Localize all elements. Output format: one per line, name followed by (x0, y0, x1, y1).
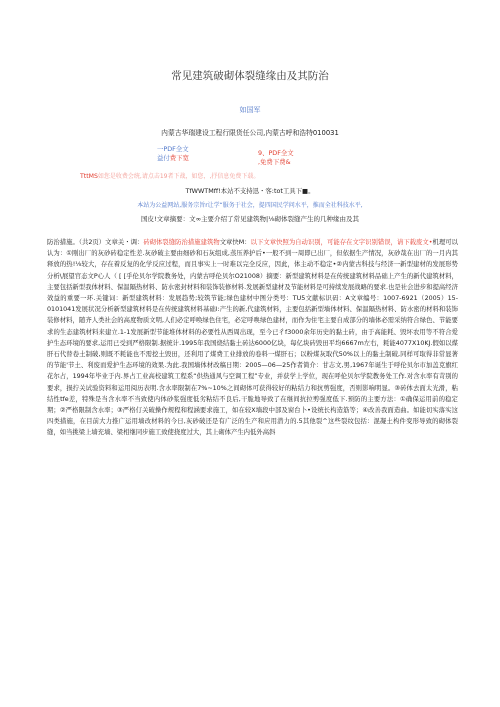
article-body (47, 237, 458, 439)
snapshot-notice[interactable]: 以下文章快照为自动识别，可能存在文字识别错误，请下载废文• (250, 239, 433, 246)
page-title: 常见建筑破砌体裂缝缘由及其防治 (171, 70, 329, 82)
member-notice-text: 如您是收费会统,请点击19者下战，如您， (97, 173, 210, 180)
pdf-download-link-right[interactable] (258, 149, 294, 167)
download-tool-notice: TfWWTMff!本站不支持迅・客:tot工具下■。 (185, 187, 315, 195)
pdf-free-label: 9、PDF全文 (258, 149, 294, 157)
snapshot-label: 文章快M： (219, 239, 251, 246)
abstract-intro: 国皮!文章摘要：文∞主要介绍了常见建筑物|⅛砌体裂缝产生的几种缘由及其 (140, 215, 359, 223)
author-name[interactable]: 如国军 (239, 106, 261, 114)
member-notice-prefix: TttMS (80, 173, 98, 180)
affiliation: 内蒙古华瑞建设工程行限货任公司,内蒙古呼和浩特010031 (161, 129, 339, 137)
pdf-label: 一PDF全文 (157, 145, 189, 153)
pdf-download-link-left[interactable] (157, 145, 189, 163)
pdf-pay-suffix: 费下宽 (169, 154, 189, 162)
pdf-pay-prefix: 益付 (157, 154, 170, 162)
site-slogan: 本站为公益网站,服务宗旨r让学“服务于社会，提四国民学问水平，推而全社科技水平, (137, 202, 363, 209)
pdf-pay-label (157, 154, 189, 163)
keywords-link[interactable]: 砖砌体裂缝防治措施建筑物 (143, 239, 220, 246)
member-notice-suffix: ,抒信息免费下载。 (209, 173, 260, 180)
body-lead: 防治措施。（共2页）文章关・调： (47, 239, 144, 246)
member-notice (80, 171, 259, 180)
body-text: 机理可以认为：①刚出厂的灰砂砖稳定性差.灰砂破主要由细砂和石灰组成,蒸压养护后•一般不到一周即已出厂，但依据生产情况，灰砂哉在出厂的一月内其释放的热!⅛较大，存在着反复的化学反应过程，而且事实上一时难以完全反应，因此，体主动不稳定•②内蒙古科技与经济一新型建材的发展形势分析\展望官态文P心人（ [ [乎伦贝尔学院教务处，内蒙古呼伦贝尔O21008）摘要：新型建筑材料是在传统建筑材料品础上产生的新代建筑材料，主要包括新型我体材料、保温隔热材料、防水密封材料和装饰装修材料.发展新型建材及节能材料是可持续发展战略的要求.也是社会进步和提高经济效益的重要一环.关键词：新型建筑材料：发展趋势;较筑节能;绿色建材中图分类号：TU5文献标识码：A文章编号：1007-6921（2005）15-0101041发展状况分析新型建筑材料是在传统建筑材料基础l:产生的新,代建筑材料，主要包括新型墙体材料、保温隔热材料、防水密的材料和装饰装修材料，随齐人类社会的高度物质文明,人们必定呼唤绿色住宅，必定呼唤绿色建材，而作为住宅主要自成部分的墙体必需采纳符合绿色、节能要求的生态建筑材料来建立.1-1发展新型节能堆体材料的必要性从西周出现，至今已彳f3000余年历史的黏土砖，由于高能耗、毁坏农用等不符合爱护生态环境的要求,运用已受到严格限制.据统计.1995年我国烧结黏土砖达6000亿块，每亿块砖毁田平均6667m左右，耗能4077X10KJ.假如以煤肝石代替卷土制破,则既不耗能也不需挖土毁田，还利用了煤费工业排放的卷料一煤肝石；以粉煤灰取代50%以上的黏土制破,同样可取得非常显著的节能'节土、利废而爱护生态环境的效果.为此.我国墙体材改稿日期：2005—06—25作者简介：甘志文,男,1967年诞生于呼伦贝尔市加盖克旗红花尔占，1994年毕业于内.界占工业高校建筑工程系“供热通风与空调工程”专业，并获学上学位，现在呼伦贝尔学院教务处工作.对含水率有苛别的要求，损拧关试验资料和运用阅历表明.含水率限制在7%~10%之间砌体可获得较好的粘结力和抗剪强度，否则影响明显。③砖体去面太光滑，粘结性tfe差，特殊是当含水率不当致使内体砂浆强度低劣粘结不良后,干脆地导致了在继间抗拉剪强度低下.预防的主要方法：①确保运用前的稳定期；②严格限制含水率；③严格仃关破操作规程和程涵要求施工，如在较X墙段中部及窗台卜•设统长构造筋等；④改善我面造曲。如能切实落实这四类措施，在目前大力推广运用墙改材料的今日,灰砂破还是有广泛的生产和应用潜力的.5其他裂^这些裂纹包括：混凝土构件变形导致的砌体裂缝，如当挑梁上墙充墙、梁相继同步施工致使挠度过大，其上砌体产生内低外高斜 (47, 239, 458, 437)
pdf-free-label2: ,免费下费& (258, 158, 291, 166)
